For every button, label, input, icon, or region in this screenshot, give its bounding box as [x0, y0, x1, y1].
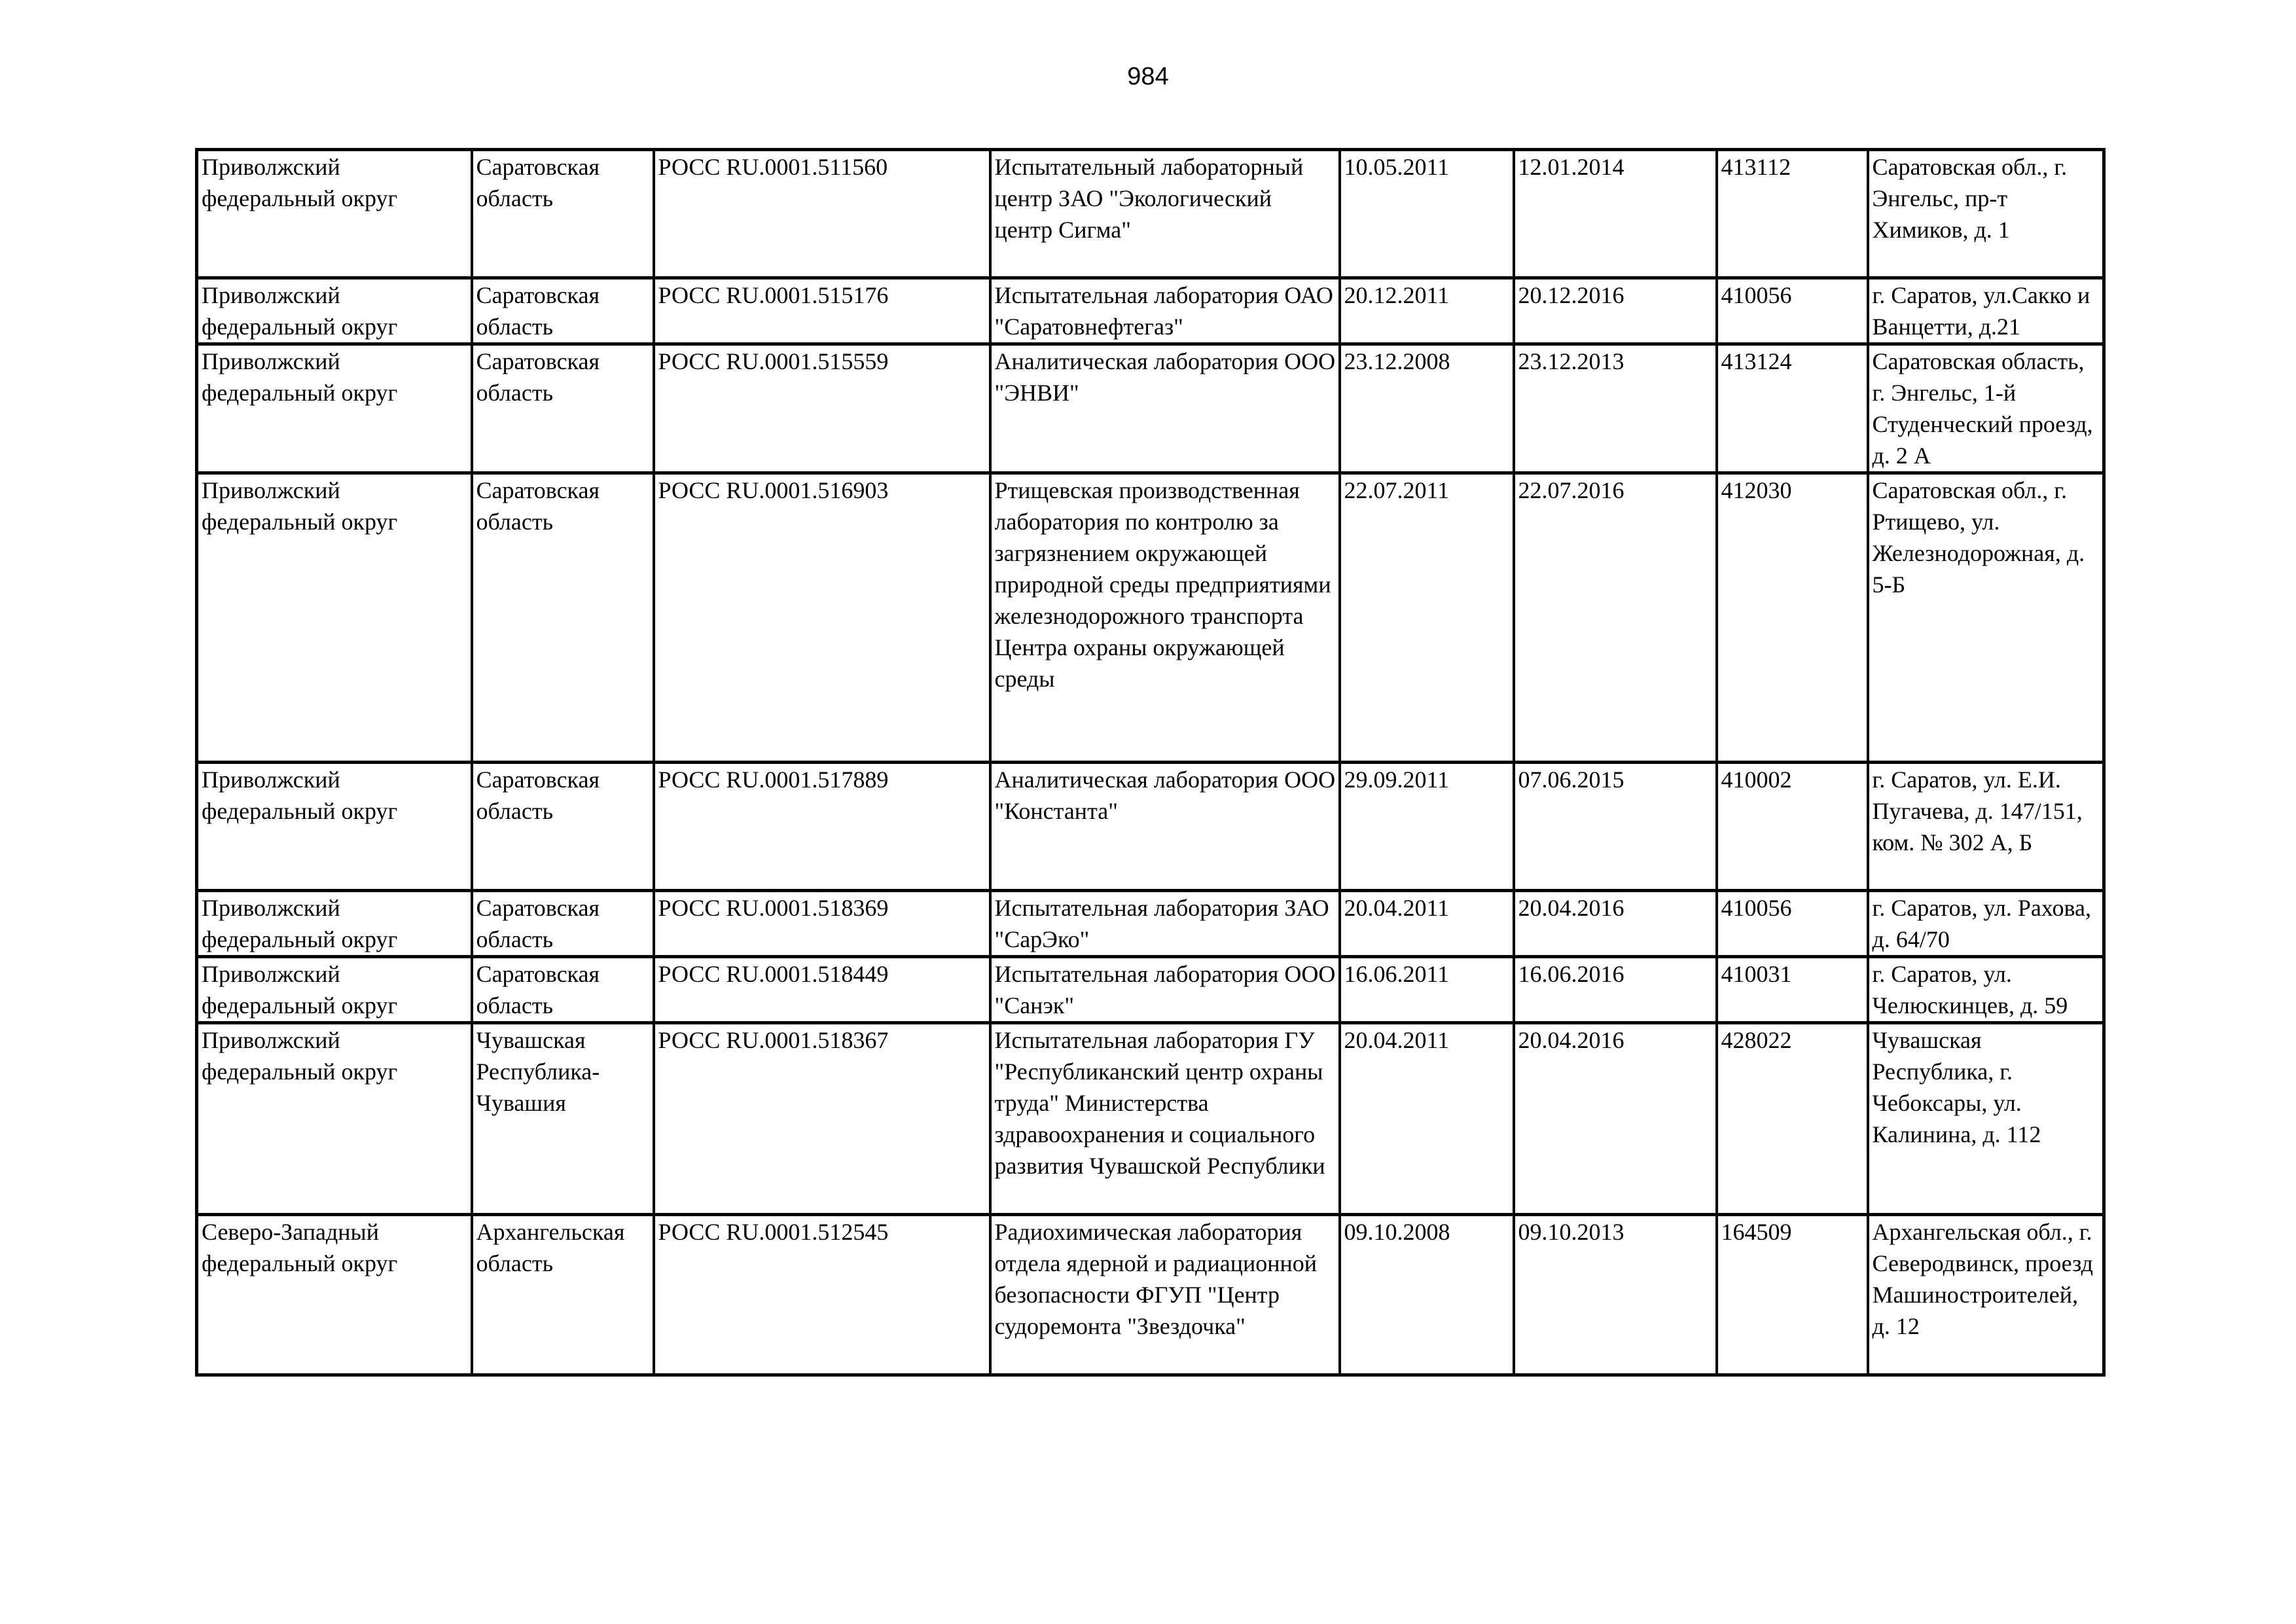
table-row: [197, 1023, 2104, 1215]
region-cell: Саратовская область: [472, 278, 654, 344]
date-to-cell: 20.04.2016: [1514, 1023, 1717, 1215]
postcode-cell: 410056: [1717, 278, 1868, 344]
region-cell: Чувашская Республика-Чувашия: [472, 1023, 654, 1215]
date-to-cell: 20.12.2016: [1514, 278, 1717, 344]
date-from-cell: 20.12.2011: [1340, 278, 1514, 344]
district-cell: Приволжский федеральный округ: [197, 1023, 472, 1215]
table-row: [197, 344, 2104, 473]
address-cell: г. Саратов, ул. Челюскинцев, д. 59: [1868, 957, 2104, 1023]
registration-number-cell: РОСС RU.0001.511560: [654, 150, 990, 278]
postcode-cell: 164509: [1717, 1215, 1868, 1375]
table-row: [197, 957, 2104, 1023]
region-cell: Саратовская область: [472, 763, 654, 891]
laboratory-name-cell: Радиохимическая лаборатория отдела ядерной и радиационной безопасности ФГУП "Центр судоремонта "Звездочка": [990, 1215, 1340, 1375]
date-from-cell: 29.09.2011: [1340, 763, 1514, 891]
registration-number-cell: РОСС RU.0001.518367: [654, 1023, 990, 1215]
date-from-cell: 10.05.2011: [1340, 150, 1514, 278]
laboratory-name-cell: Испытательная лаборатория ГУ "Республиканский центр охраны труда" Министерства здравоохранения и социального развития Чувашской Республики: [990, 1023, 1340, 1215]
address-cell: г. Саратов, ул.Сакко и Ванцетти, д.21: [1868, 278, 2104, 344]
address-cell: Саратовская область, г. Энгельс, 1-й Студенческий проезд, д. 2 А: [1868, 344, 2104, 473]
postcode-cell: 428022: [1717, 1023, 1868, 1215]
address-cell: Саратовская обл., г. Ртищево, ул. Железнодорожная, д. 5-Б: [1868, 473, 2104, 763]
table-row: [197, 1215, 2104, 1375]
laboratory-name-cell: Испытательная лаборатория ООО "Санэк": [990, 957, 1340, 1023]
registration-number-cell: РОСС RU.0001.515559: [654, 344, 990, 473]
region-cell: Саратовская область: [472, 957, 654, 1023]
district-cell: Приволжский федеральный округ: [197, 473, 472, 763]
registration-number-cell: РОСС RU.0001.515176: [654, 278, 990, 344]
district-cell: Приволжский федеральный округ: [197, 763, 472, 891]
registration-number-cell: РОСС RU.0001.512545: [654, 1215, 990, 1375]
laboratory-name-cell: Аналитическая лаборатория ООО "ЭНВИ": [990, 344, 1340, 473]
address-cell: Чувашская Республика, г. Чебоксары, ул. Калинина, д. 112: [1868, 1023, 2104, 1215]
laboratory-registry-table: [195, 148, 2106, 1377]
region-cell: Саратовская область: [472, 150, 654, 278]
date-from-cell: 23.12.2008: [1340, 344, 1514, 473]
table-row: [197, 278, 2104, 344]
date-to-cell: 09.10.2013: [1514, 1215, 1717, 1375]
table-row: [197, 473, 2104, 763]
registration-number-cell: РОСС RU.0001.517889: [654, 763, 990, 891]
date-to-cell: 07.06.2015: [1514, 763, 1717, 891]
address-cell: г. Саратов, ул. Е.И. Пугачева, д. 147/151, ком. № 302 А, Б: [1868, 763, 2104, 891]
date-from-cell: 16.06.2011: [1340, 957, 1514, 1023]
date-to-cell: 12.01.2014: [1514, 150, 1717, 278]
address-cell: Архангельская обл., г. Северодвинск, проезд Машиностроителей, д. 12: [1868, 1215, 2104, 1375]
date-from-cell: 20.04.2011: [1340, 1023, 1514, 1215]
postcode-cell: 410056: [1717, 891, 1868, 957]
date-from-cell: 22.07.2011: [1340, 473, 1514, 763]
postcode-cell: 410002: [1717, 763, 1868, 891]
laboratory-name-cell: Испытательная лаборатория ЗАО "СарЭко": [990, 891, 1340, 957]
date-to-cell: 22.07.2016: [1514, 473, 1717, 763]
district-cell: Приволжский федеральный округ: [197, 891, 472, 957]
registration-number-cell: РОСС RU.0001.518449: [654, 957, 990, 1023]
region-cell: Саратовская область: [472, 473, 654, 763]
laboratory-name-cell: Испытательный лабораторный центр ЗАО "Экологический центр Сигма": [990, 150, 1340, 278]
postcode-cell: 412030: [1717, 473, 1868, 763]
page-number: 984: [1127, 63, 1169, 90]
district-cell: Приволжский федеральный округ: [197, 150, 472, 278]
postcode-cell: 413124: [1717, 344, 1868, 473]
district-cell: Приволжский федеральный округ: [197, 278, 472, 344]
date-to-cell: 23.12.2013: [1514, 344, 1717, 473]
registration-number-cell: РОСС RU.0001.516903: [654, 473, 990, 763]
region-cell: Саратовская область: [472, 344, 654, 473]
date-from-cell: 20.04.2011: [1340, 891, 1514, 957]
date-to-cell: 16.06.2016: [1514, 957, 1717, 1023]
postcode-cell: 410031: [1717, 957, 1868, 1023]
laboratory-name-cell: Ртищевская производственная лаборатория по контролю за загрязнением окружающей природной среды предприятиями железнодорожного транспорта Центра охраны окружающей среды: [990, 473, 1340, 763]
district-cell: Приволжский федеральный округ: [197, 344, 472, 473]
date-to-cell: 20.04.2016: [1514, 891, 1717, 957]
postcode-cell: 413112: [1717, 150, 1868, 278]
table-row: [197, 150, 2104, 278]
date-from-cell: 09.10.2008: [1340, 1215, 1514, 1375]
district-cell: Северо-Западный федеральный округ: [197, 1215, 472, 1375]
address-cell: г. Саратов, ул. Рахова, д. 64/70: [1868, 891, 2104, 957]
laboratory-name-cell: Испытательная лаборатория ОАО "Саратовнефтегаз": [990, 278, 1340, 344]
district-cell: Приволжский федеральный округ: [197, 957, 472, 1023]
region-cell: Архангельская область: [472, 1215, 654, 1375]
registration-number-cell: РОСС RU.0001.518369: [654, 891, 990, 957]
address-cell: Саратовская обл., г. Энгельс, пр-т Химиков, д. 1: [1868, 150, 2104, 278]
table-row: [197, 891, 2104, 957]
table-row: [197, 763, 2104, 891]
laboratory-name-cell: Аналитическая лаборатория ООО "Константа": [990, 763, 1340, 891]
region-cell: Саратовская область: [472, 891, 654, 957]
